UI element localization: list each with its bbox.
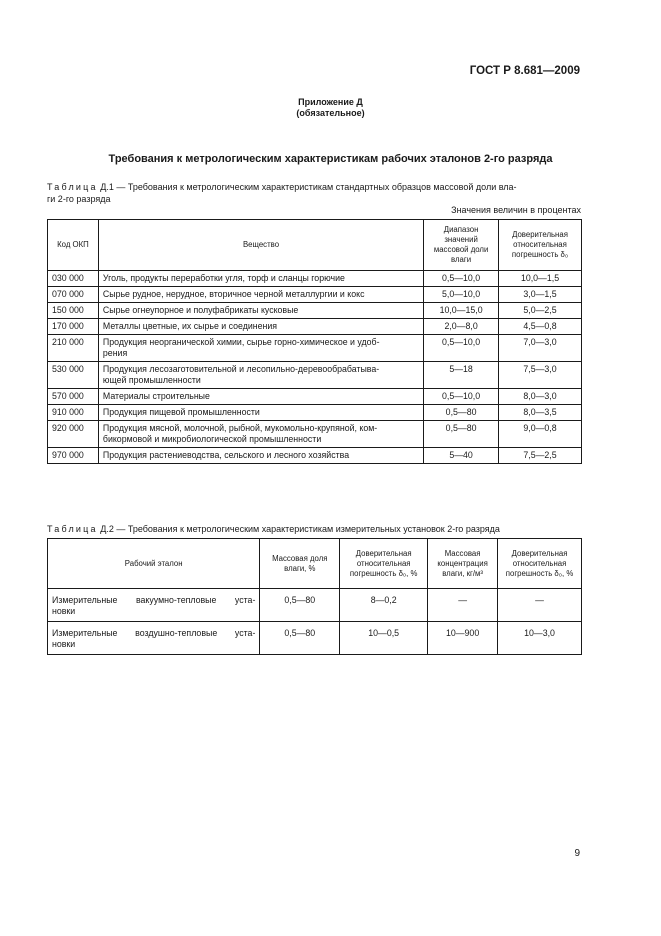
cell-substance-line2: ющей промышленности [102, 375, 201, 385]
cell-substance: Уголь, продукты переработки угля, торф и сланцы горючие [98, 271, 423, 287]
table2-caption-word: Таблица [47, 524, 98, 534]
cell-range: 0,5—10,0 [424, 271, 499, 287]
table-row [48, 335, 582, 362]
cell-reference-line1: Измерительные вакуумно-тепловые уста- [52, 595, 256, 605]
cell-code: 570 000 [48, 389, 99, 405]
header-error-1: Доверительная относительная погрешность δ₀, % [340, 539, 428, 589]
appendix-heading [0, 97, 661, 119]
cell-mass-fraction: 0,5—80 [260, 589, 340, 622]
cell-code: 170 000 [48, 319, 99, 335]
table-row [48, 319, 582, 335]
cell-error: 9,0—0,8 [499, 421, 582, 448]
section-title: Требования к метрологическим характеристикам рабочих эталонов 2-го разряда [108, 153, 553, 165]
cell-range: 0,5—80 [424, 405, 499, 421]
table-row [48, 362, 582, 389]
cell-error: 5,0—2,5 [499, 303, 582, 319]
table-row [48, 448, 582, 464]
header-mass-fraction: Массовая доля влаги, % [260, 539, 340, 589]
table-row [48, 287, 582, 303]
cell-code: 150 000 [48, 303, 99, 319]
table-row [48, 303, 582, 319]
cell-error: 7,5—2,5 [499, 448, 582, 464]
cell-range: 0,5—10,0 [424, 335, 499, 362]
cell-reference-line1: Измерительные воздушно-тепловые уста- [52, 628, 256, 638]
cell-substance: Материалы строительные [98, 389, 423, 405]
cell-substance: Продукция пищевой промышленности [98, 405, 423, 421]
cell-error-2: — [498, 589, 582, 622]
cell-range: 0,5—10,0 [424, 389, 499, 405]
cell-error: 7,0—3,0 [499, 335, 582, 362]
page-number: 9 [574, 848, 580, 859]
cell-error-1: 8—0,2 [340, 589, 428, 622]
cell-substance: Сырье огнеупорное и полуфабрикаты кусковые [98, 303, 423, 319]
cell-substance [98, 335, 423, 362]
table1-caption-word: Таблица [47, 182, 98, 192]
cell-code: 920 000 [48, 421, 99, 448]
cell-error: 4,5—0,8 [499, 319, 582, 335]
header-range: Диапазон значений массовой доли влаги [424, 220, 499, 271]
cell-reference [48, 622, 260, 655]
cell-code: 030 000 [48, 271, 99, 287]
cell-substance: Сырье рудное, нерудное, вторичное черной металлургии и кокс [98, 287, 423, 303]
table2-caption-text: Д.2 — Требования к метрологическим характеристикам измерительных установок 2-го разряда [100, 524, 500, 534]
cell-concentration: — [428, 589, 498, 622]
header-substance: Вещество [98, 220, 423, 271]
table-measuring-installations [47, 538, 582, 655]
appendix-status: (обязательное) [296, 108, 365, 118]
cell-range: 2,0—8,0 [424, 319, 499, 335]
table-header-row [48, 539, 582, 589]
table-row [48, 271, 582, 287]
header-error: Доверительная относительная погрешность δ₀ [499, 220, 582, 271]
cell-code: 530 000 [48, 362, 99, 389]
cell-code: 910 000 [48, 405, 99, 421]
cell-substance-line1: Продукция лесозаготовительной и лесопильно-деревообрабатыва- [102, 364, 380, 374]
appendix-title: Приложение Д [298, 97, 363, 107]
header-code: Код ОКП [48, 220, 99, 271]
cell-substance: Металлы цветные, их сырье и соединения [98, 319, 423, 335]
table-row [48, 622, 582, 655]
header-concentration: Массовая концентрация влаги, кг/м³ [428, 539, 498, 589]
cell-range: 0,5—80 [424, 421, 499, 448]
cell-substance [98, 362, 423, 389]
cell-range: 5—40 [424, 448, 499, 464]
cell-range: 5—18 [424, 362, 499, 389]
cell-reference [48, 589, 260, 622]
cell-reference-line2: новки [52, 639, 76, 649]
cell-range: 5,0—10,0 [424, 287, 499, 303]
cell-substance-line1: Продукция неорганической химии, сырье горно-химическое и удоб- [102, 337, 380, 347]
cell-concentration: 10—900 [428, 622, 498, 655]
table2-caption [47, 523, 583, 535]
cell-error: 3,0—1,5 [499, 287, 582, 303]
cell-substance-line2: бикормовой и микробиологической промышленности [102, 434, 322, 444]
header-error-2: Доверительная относительная погрешность δ₀, % [498, 539, 582, 589]
table-row [48, 389, 582, 405]
cell-reference-line2: новки [52, 606, 76, 616]
cell-error: 7,5—3,0 [499, 362, 582, 389]
table-row [48, 589, 582, 622]
table1-caption-text-cont: ги 2-го разряда [47, 194, 111, 204]
header-reference: Рабочий эталон [48, 539, 260, 589]
cell-error: 8,0—3,0 [499, 389, 582, 405]
table-header-row [48, 220, 582, 271]
cell-code: 070 000 [48, 287, 99, 303]
cell-error-2: 10—3,0 [498, 622, 582, 655]
table1-caption-text: Д.1 — Требования к метрологическим характеристикам стандартных образцов массовой доли вла- [100, 182, 517, 192]
cell-error: 10,0—1,5 [499, 271, 582, 287]
cell-range: 10,0—15,0 [424, 303, 499, 319]
cell-error: 8,0—3,5 [499, 405, 582, 421]
cell-code: 970 000 [48, 448, 99, 464]
table1-caption [47, 181, 583, 205]
document-code: ГОСТ Р 8.681—2009 [469, 65, 580, 77]
cell-code: 210 000 [48, 335, 99, 362]
cell-substance-line2: рения [102, 348, 128, 358]
table-moisture-reference-materials [47, 219, 582, 464]
cell-error-1: 10—0,5 [340, 622, 428, 655]
table-row [48, 405, 582, 421]
table1-units-note: Значения величин в процентах [451, 205, 581, 215]
cell-substance [98, 421, 423, 448]
cell-mass-fraction: 0,5—80 [260, 622, 340, 655]
cell-substance: Продукция растениеводства, сельского и лесного хозяйства [98, 448, 423, 464]
table-row [48, 421, 582, 448]
cell-substance-line1: Продукция мясной, молочной, рыбной, мукомольно-крупяной, ком- [102, 423, 378, 433]
